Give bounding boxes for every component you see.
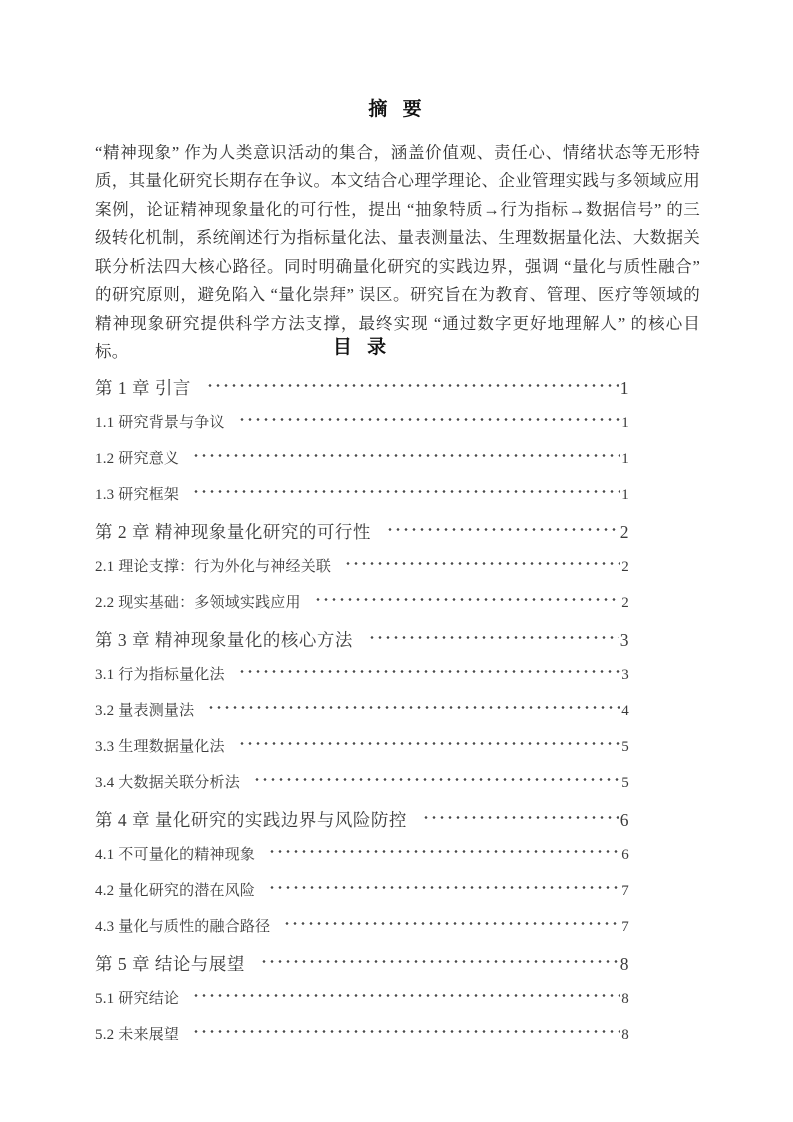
toc-dot-leader — [422, 808, 619, 826]
toc-entry-page-number: 2 — [619, 521, 629, 542]
abstract-heading: 摘 要 — [368, 99, 427, 120]
toc-dot-leader — [192, 448, 620, 463]
toc-entry[interactable] — [95, 375, 629, 411]
toc-entry-label: 1.2 研究意义 — [95, 450, 180, 467]
toc-entry-page-number: 7 — [621, 918, 629, 935]
toc-entry[interactable] — [95, 663, 629, 699]
toc-entry-page-number: 2 — [621, 558, 629, 575]
toc-list — [95, 375, 629, 1059]
toc-entry-label: 第 3 章 精神现象量化的核心方法 — [95, 629, 353, 650]
toc-dot-leader — [206, 376, 619, 394]
toc-entry-page-number: 6 — [619, 809, 629, 830]
toc-entry[interactable] — [95, 555, 629, 591]
toc-entry-page-number: 3 — [619, 629, 629, 650]
toc-entry-page-number: 7 — [621, 882, 629, 899]
toc-entry-page-number: 1 — [621, 414, 629, 431]
toc-entry-label: 3.2 量表测量法 — [95, 702, 195, 719]
toc-entry-label: 第 2 章 精神现象量化研究的可行性 — [95, 521, 371, 542]
toc-entry[interactable] — [95, 591, 629, 627]
toc-dot-leader — [344, 556, 620, 571]
toc-entry[interactable] — [95, 807, 629, 843]
toc-entry-label: 第 4 章 量化研究的实践边界与风险防控 — [95, 809, 407, 830]
toc-dot-leader — [192, 988, 620, 1003]
toc-entry[interactable] — [95, 483, 629, 519]
toc-entry-label: 5.1 研究结论 — [95, 990, 180, 1007]
toc-dot-leader — [260, 952, 619, 970]
toc-entry-label: 4.1 不可量化的精神现象 — [95, 846, 256, 863]
table-of-contents-section — [95, 336, 629, 1059]
toc-entry-label: 1.3 研究框架 — [95, 486, 180, 503]
toc-entry[interactable] — [95, 1023, 629, 1059]
toc-entry-label: 3.3 生理数据量化法 — [95, 738, 225, 755]
toc-entry-page-number: 1 — [619, 377, 629, 398]
toc-entry-page-number: 4 — [621, 702, 629, 719]
toc-dot-leader — [238, 412, 621, 427]
toc-dot-leader — [268, 844, 620, 859]
toc-entry-label: 4.2 量化研究的潜在风险 — [95, 882, 256, 899]
toc-dot-leader — [238, 736, 621, 751]
toc-entry-page-number: 2 — [621, 594, 629, 611]
toc-entry-label: 2.2 现实基础：多领域实践应用 — [95, 594, 301, 611]
toc-dot-leader — [386, 520, 619, 538]
toc-entry[interactable] — [95, 627, 629, 663]
toc-heading: 目 录 — [332, 337, 392, 358]
toc-entry[interactable] — [95, 519, 629, 555]
toc-entry-label: 4.3 量化与质性的融合路径 — [95, 918, 271, 935]
toc-entry-label: 3.4 大数据关联分析法 — [95, 774, 240, 791]
toc-dot-leader — [368, 628, 619, 646]
toc-dot-leader — [207, 700, 620, 715]
toc-entry[interactable] — [95, 879, 629, 915]
toc-entry[interactable] — [95, 915, 629, 951]
toc-dot-leader — [238, 664, 621, 679]
toc-entry-page-number: 5 — [621, 774, 629, 791]
abstract-section — [95, 98, 700, 367]
toc-entry-page-number: 3 — [621, 666, 629, 683]
toc-entry-page-number: 8 — [621, 1026, 629, 1043]
toc-dot-leader — [253, 772, 620, 787]
toc-entry[interactable] — [95, 771, 629, 807]
toc-entry-page-number: 1 — [621, 450, 629, 467]
abstract-body-text: “精神现象” 作为人类意识活动的集合，涵盖价值观、责任心、情绪状态等无形特质，其量化研究长期存在争议。本文结合心理学理论、企业管理实践与多领域应用案例，论证精神现象量化的可行性，提出 “抽象特质→行为指标→数据信号” 的三级转化机制，系统阐述行为指标量化法、量表测量法、生理数据量化法、大数据关联分析法四大核心路径。同时明确量化研究的实践边界，强调 “量化与质性融合” 的研究原则，避免陷入 “量化崇拜” 误区。研究旨在为教育、管理、医疗等领域的精神现象研究提供科学方法支撑，最终实现 “通过数字更好地理解人” 的核心目标。 — [95, 142, 700, 362]
toc-entry-label: 3.1 行为指标量化法 — [95, 666, 225, 683]
toc-entry-page-number: 6 — [621, 846, 629, 863]
toc-entry-page-number: 1 — [621, 486, 629, 503]
toc-entry[interactable] — [95, 699, 629, 735]
toc-entry-label: 第 5 章 结论与展望 — [95, 953, 245, 974]
toc-entry[interactable] — [95, 843, 629, 879]
toc-entry[interactable] — [95, 411, 629, 447]
toc-entry[interactable] — [95, 987, 629, 1023]
toc-dot-leader — [283, 916, 620, 931]
toc-entry-label: 第 1 章 引言 — [95, 377, 191, 398]
toc-entry-page-number: 8 — [621, 990, 629, 1007]
toc-entry[interactable] — [95, 951, 629, 987]
toc-entry[interactable] — [95, 735, 629, 771]
toc-entry[interactable] — [95, 447, 629, 483]
toc-dot-leader — [314, 592, 621, 607]
toc-entry-label: 5.2 未来展望 — [95, 1026, 180, 1043]
toc-entry-page-number: 5 — [621, 738, 629, 755]
toc-entry-label: 1.1 研究背景与争议 — [95, 414, 225, 431]
toc-dot-leader — [268, 880, 620, 895]
toc-entry-page-number: 8 — [619, 953, 629, 974]
toc-dot-leader — [192, 484, 620, 499]
toc-entry-label: 2.1 理论支撑：行为外化与神经关联 — [95, 558, 332, 575]
toc-dot-leader — [192, 1024, 620, 1039]
